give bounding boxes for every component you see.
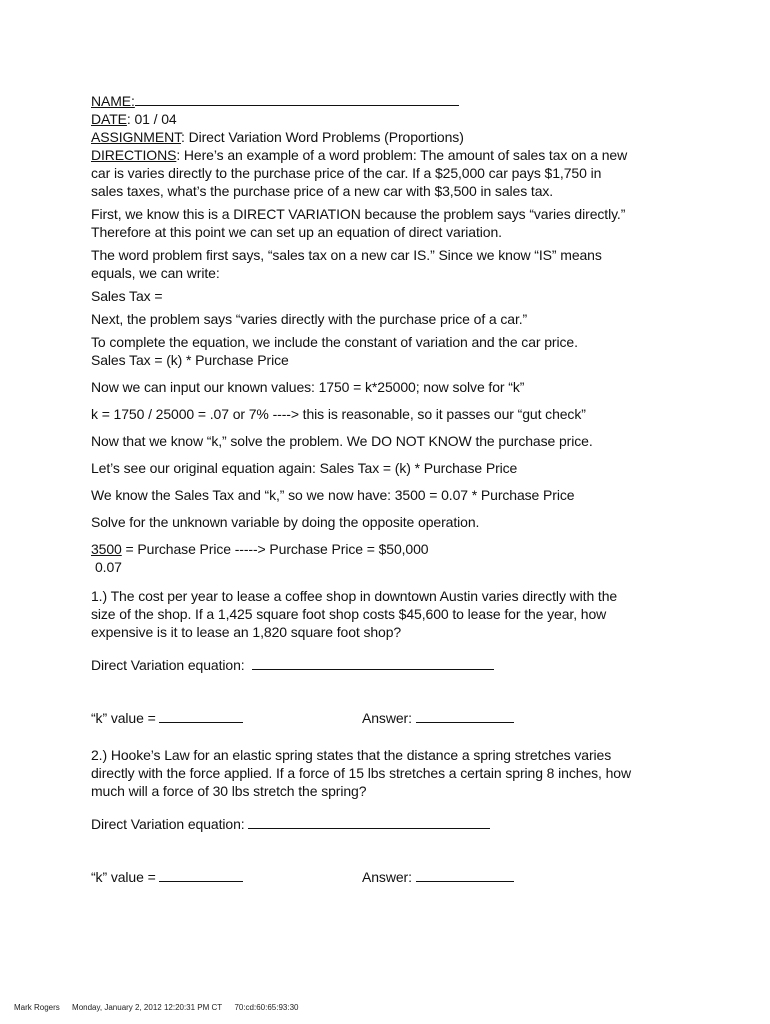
- fraction-denominator-text: 0.07: [95, 559, 122, 575]
- fraction-numerator: 3500: [91, 541, 122, 557]
- problem-2-text: 2.) Hooke’s Law for an elastic spring states that the distance a spring stretches varies directly with the force applied. If a force of 15 lbs stretches a certain spring 8 inches, how much will a force of 30 lbs stretch the spring?: [91, 747, 631, 799]
- example-line: We know the Sales Tax and “k,” so we now have: 3500 = 0.07 * Purchase Price: [91, 487, 575, 503]
- example-paragraph: First, we know this is a DIRECT VARIATION because the problem says “varies directly.” Therefore at this point we can set up an equation of direct variation.: [91, 206, 626, 240]
- equation-blank[interactable]: [248, 815, 490, 829]
- example-line: k = 1750 / 25000 = .07 or 7% ----> this is reasonable, so it passes our “gut check”: [91, 406, 586, 422]
- directions-text: : Here’s an example of a word problem: The amount of sales tax on a new car is varies directly to the purchase price of the car. If a $25,000 car pays $1,750 in sales taxes, what’s the purchase price of a new car with $3,500 in sales tax.: [91, 147, 628, 199]
- directions-label: DIRECTIONS: [91, 147, 177, 163]
- example-line: Let’s see our original equation again: Sales Tax = (k) * Purchase Price: [91, 460, 518, 476]
- equation-label: Direct Variation equation:: [91, 816, 245, 832]
- date-label: DATE: [91, 111, 127, 127]
- equation-blank[interactable]: [252, 656, 494, 670]
- example-line: Sales Tax = (k) * Purchase Price: [91, 352, 289, 368]
- example-paragraph: The word problem first says, “sales tax on a new car IS.” Since we know “IS” means equals, we can write:: [91, 247, 602, 281]
- problem-1-text: 1.) The cost per year to lease a coffee shop in downtown Austin varies directly with the size of the shop. If a 1,425 square foot shop costs $45,600 to lease for the year, how expensive is it to lease an 1,820 square foot shop?: [91, 588, 618, 640]
- fraction-line: [91, 540, 691, 558]
- example-line: Sales Tax =: [91, 288, 163, 304]
- problem-2-equation-line: [91, 815, 691, 833]
- footer-timestamp: Monday, January 2, 2012 12:20:31 PM CT: [72, 1003, 223, 1012]
- k-value-label: “k” value =: [91, 710, 156, 726]
- example-line: Now we can input our known values: 1750 = k*25000; now solve for “k”: [91, 379, 525, 395]
- problem-1-answer-row: [91, 709, 691, 727]
- answer-label: Answer:: [362, 869, 412, 885]
- example-line: Now that we know “k,” solve the problem. We DO NOT KNOW the purchase price.: [91, 433, 593, 449]
- answer-blank[interactable]: [416, 868, 514, 882]
- example-line: Solve for the unknown variable by doing the opposite operation.: [91, 514, 480, 530]
- k-value-label: “k” value =: [91, 869, 156, 885]
- answer-group: [362, 709, 514, 727]
- example-line: To complete the equation, we include the constant of variation and the car price.: [91, 334, 578, 350]
- assignment-label: ASSIGNMENT: [91, 129, 182, 145]
- fraction-rest: = Purchase Price -----> Purchase Price = $50,000: [121, 541, 429, 557]
- date-line: [91, 110, 691, 128]
- footer-author: Mark Rogers: [14, 1003, 60, 1012]
- k-value-blank[interactable]: [159, 709, 243, 723]
- answer-blank[interactable]: [416, 709, 514, 723]
- worksheet: [91, 92, 691, 886]
- answer-label: Answer:: [362, 710, 412, 726]
- assignment-value: : Direct Variation Word Problems (Proportions): [181, 129, 464, 145]
- fraction-denominator: [91, 558, 691, 576]
- example-line: Next, the problem says “varies directly with the purchase price of a car.”: [91, 311, 528, 327]
- problem-1-equation-line: [91, 656, 691, 674]
- name-label: NAME:: [91, 93, 135, 109]
- name-line: [91, 92, 691, 110]
- assignment-line: [91, 128, 691, 146]
- answer-group: [362, 868, 514, 886]
- name-blank[interactable]: [135, 92, 459, 106]
- problem-2-answer-row: [91, 868, 691, 886]
- date-value: : 01 / 04: [126, 111, 177, 127]
- footer-id: 70:cd:60:65:93:30: [234, 1003, 299, 1012]
- k-value-blank[interactable]: [159, 868, 243, 882]
- print-footer: [14, 1003, 309, 1012]
- equation-label: Direct Variation equation:: [91, 657, 245, 673]
- directions-paragraph: [91, 146, 636, 200]
